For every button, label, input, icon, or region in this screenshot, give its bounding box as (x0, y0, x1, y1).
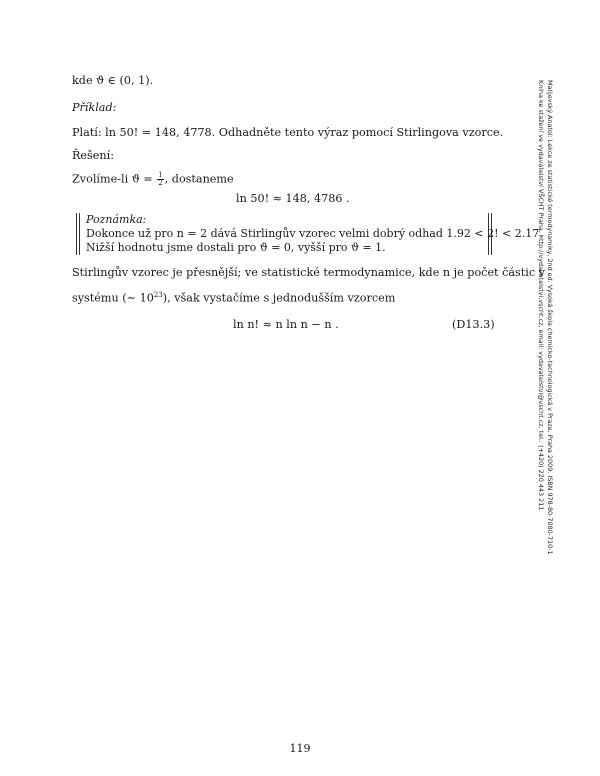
note-box (76, 213, 543, 255)
equation-stirling-simple: ln n! ≈ n ln n − n . (233, 318, 339, 331)
choose-theta-line (72, 172, 234, 187)
fraction-numerator: 1 (158, 171, 163, 179)
note-left-rule (76, 213, 77, 255)
sidebar-line-2: Kniha ke stažení ve vydavatelství VŠCHT Praha, http://vydavatelstvi.vscht.cz, email: vydavatelstvi@vscht.cz, tel.: (+420) 220 443 211 (537, 80, 545, 511)
note-heading: Poznámka: (86, 213, 147, 226)
paragraph-line-1: Stirlingův vzorec je přesnější; ve statistické termodynamice, kde n je počet částic v (72, 266, 546, 279)
equation-ln50: ln 50! ≈ 148, 4786 . (236, 192, 350, 205)
fraction-one-half (157, 172, 163, 187)
fraction-denominator: 2 (158, 179, 163, 187)
paragraph-line-2-start: systému (∼ 10 (72, 291, 154, 305)
paragraph-line-2 (72, 288, 395, 306)
equation-label: (D13.3) (452, 318, 495, 331)
note-left-rule-inner (79, 213, 80, 255)
page-number: 119 (289, 742, 311, 755)
exponent-23: 23 (153, 291, 163, 299)
choose-suffix: , dostaneme (164, 172, 234, 186)
note-line-2: Nižší hodnotu jsme dostali pro ϑ = 0, vyšší pro ϑ = 1. (86, 241, 386, 254)
solution-heading: Řešení: (72, 149, 114, 162)
example-text: Platí: ln 50! = 148, 4778. Odhadněte tento výraz pomocí Stirlingova vzorce. (72, 126, 504, 139)
sidebar-citation (530, 80, 554, 555)
choose-prefix: Zvolíme-li ϑ = (72, 172, 153, 186)
sidebar-line-1: Malijevský Anatol: Lekce ze statistické termodynamiky, 2nd ed. Vysoká škola chemicko-technologická v Praze, Praha 2009. ISBN 978-80-7080-710-1 (546, 80, 554, 555)
paragraph-line-2-end: ), však vystačíme s jednodušším vzorcem (162, 291, 396, 305)
example-heading: Příklad: (72, 101, 117, 114)
text-line-theta-range: kde ϑ ∈ (0, 1). (72, 74, 154, 87)
note-line-1: Dokonce už pro n = 2 dává Stirlingův vzorec velmi dobrý odhad 1.92 < 2! < 2.17. (86, 227, 543, 240)
